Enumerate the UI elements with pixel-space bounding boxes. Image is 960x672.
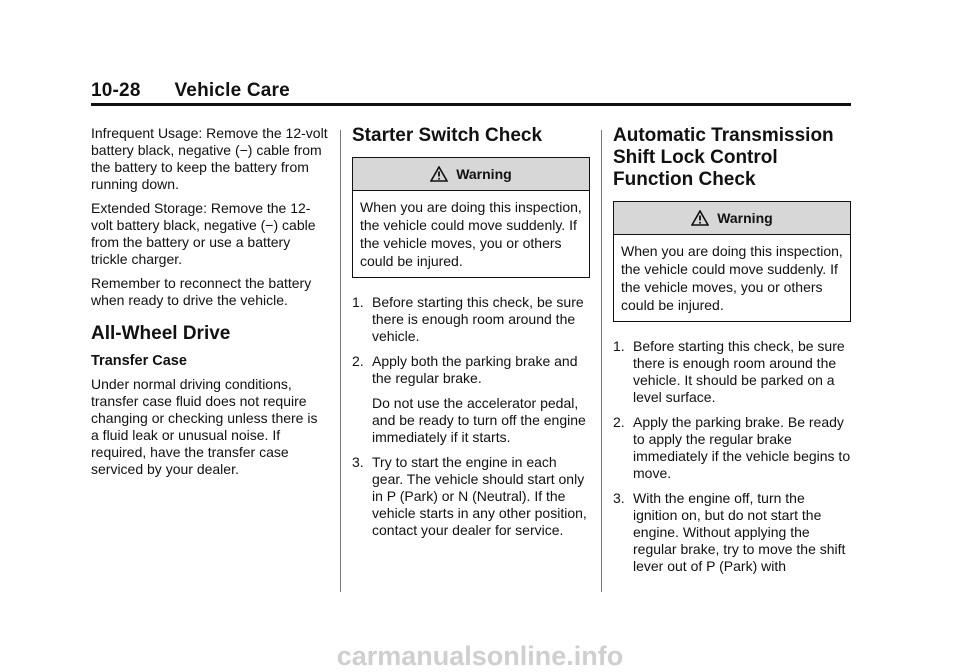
step-number: 2. bbox=[613, 414, 625, 430]
paragraph-infrequent-usage: Infrequent Usage: Remove the 12-volt battery black, negative (−) cable from the battery to keep the battery from running down. bbox=[91, 125, 328, 192]
column-3 bbox=[613, 125, 851, 583]
step-note: Do not use the accelerator pedal, and be ready to turn off the engine immediately if it starts. bbox=[372, 395, 586, 445]
step-number: 1. bbox=[613, 338, 625, 354]
step-text: Before starting this check, be sure there is enough room around the vehicle. bbox=[372, 294, 584, 344]
list-item bbox=[352, 454, 590, 539]
warning-box bbox=[352, 157, 590, 278]
column-1 bbox=[91, 125, 329, 485]
warning-icon bbox=[430, 166, 448, 182]
heading-shift-lock-check: Automatic Transmission Shift Lock Control Function Check bbox=[613, 125, 834, 190]
warning-title: Warning bbox=[717, 210, 773, 226]
step-text: Try to start the engine in each gear. The vehicle should start only in P (Park) or N (Neutral). If the vehicle starts in any other position, contact your dealer for service. bbox=[372, 454, 587, 538]
heading-all-wheel-drive: All-Wheel Drive bbox=[91, 323, 231, 344]
step-number: 2. bbox=[352, 353, 364, 369]
list-item bbox=[352, 353, 590, 446]
warning-title: Warning bbox=[456, 166, 512, 182]
step-number: 3. bbox=[613, 490, 625, 506]
steps-list bbox=[613, 338, 851, 575]
header-rule bbox=[91, 103, 851, 106]
step-text: With the engine off, turn the ignition on, but do not start the engine. Without applying the regular brake, try to move the shift lever out of P (Park) with bbox=[633, 490, 846, 574]
step-text: Apply the parking brake. Be ready to apply the regular brake immediately if the vehicle begins to move. bbox=[633, 414, 851, 481]
paragraph-extended-storage: Extended Storage: Remove the 12-volt battery black, negative (−) cable from the battery or use a battery trickle charger. bbox=[91, 200, 316, 267]
paragraph-reconnect: Remember to reconnect the battery when ready to drive the vehicle. bbox=[91, 275, 312, 308]
step-text: Apply both the parking brake and the regular brake. bbox=[372, 353, 578, 386]
watermark: carmanualsonline.info bbox=[336, 641, 624, 671]
warning-icon bbox=[691, 210, 709, 226]
paragraph-transfer-case: Under normal driving conditions, transfer case fluid does not require changing or checking unless there is a fluid leak or unusual noise. If required, have the transfer case serviced by your dealer. bbox=[91, 376, 318, 477]
list-item bbox=[613, 490, 851, 575]
heading-starter-switch-check: Starter Switch Check bbox=[352, 125, 543, 146]
column-2 bbox=[352, 125, 590, 547]
column-divider-2 bbox=[601, 130, 602, 592]
subheading-transfer-case: Transfer Case bbox=[91, 353, 187, 369]
step-number: 3. bbox=[352, 454, 364, 470]
column-divider-1 bbox=[340, 130, 341, 592]
list-item bbox=[352, 294, 590, 345]
list-item bbox=[613, 338, 851, 406]
list-item bbox=[613, 414, 851, 482]
step-number: 1. bbox=[352, 294, 364, 310]
warning-text: When you are doing this inspection, the vehicle could move suddenly. If the vehicle moves, you or others could be injured. bbox=[621, 243, 843, 313]
warning-header bbox=[353, 158, 589, 191]
page-number: 10-28 bbox=[91, 80, 141, 101]
steps-list bbox=[352, 294, 590, 539]
warning-header bbox=[614, 202, 850, 235]
section-title: Vehicle Care bbox=[174, 80, 290, 101]
warning-text: When you are doing this inspection, the vehicle could move suddenly. If the vehicle moves, you or others could be injured. bbox=[360, 199, 582, 269]
step-text: Before starting this check, be sure there is enough room around the vehicle. It should be parked on a level surface. bbox=[633, 338, 845, 405]
page-header bbox=[91, 80, 290, 102]
warning-box bbox=[613, 201, 851, 322]
